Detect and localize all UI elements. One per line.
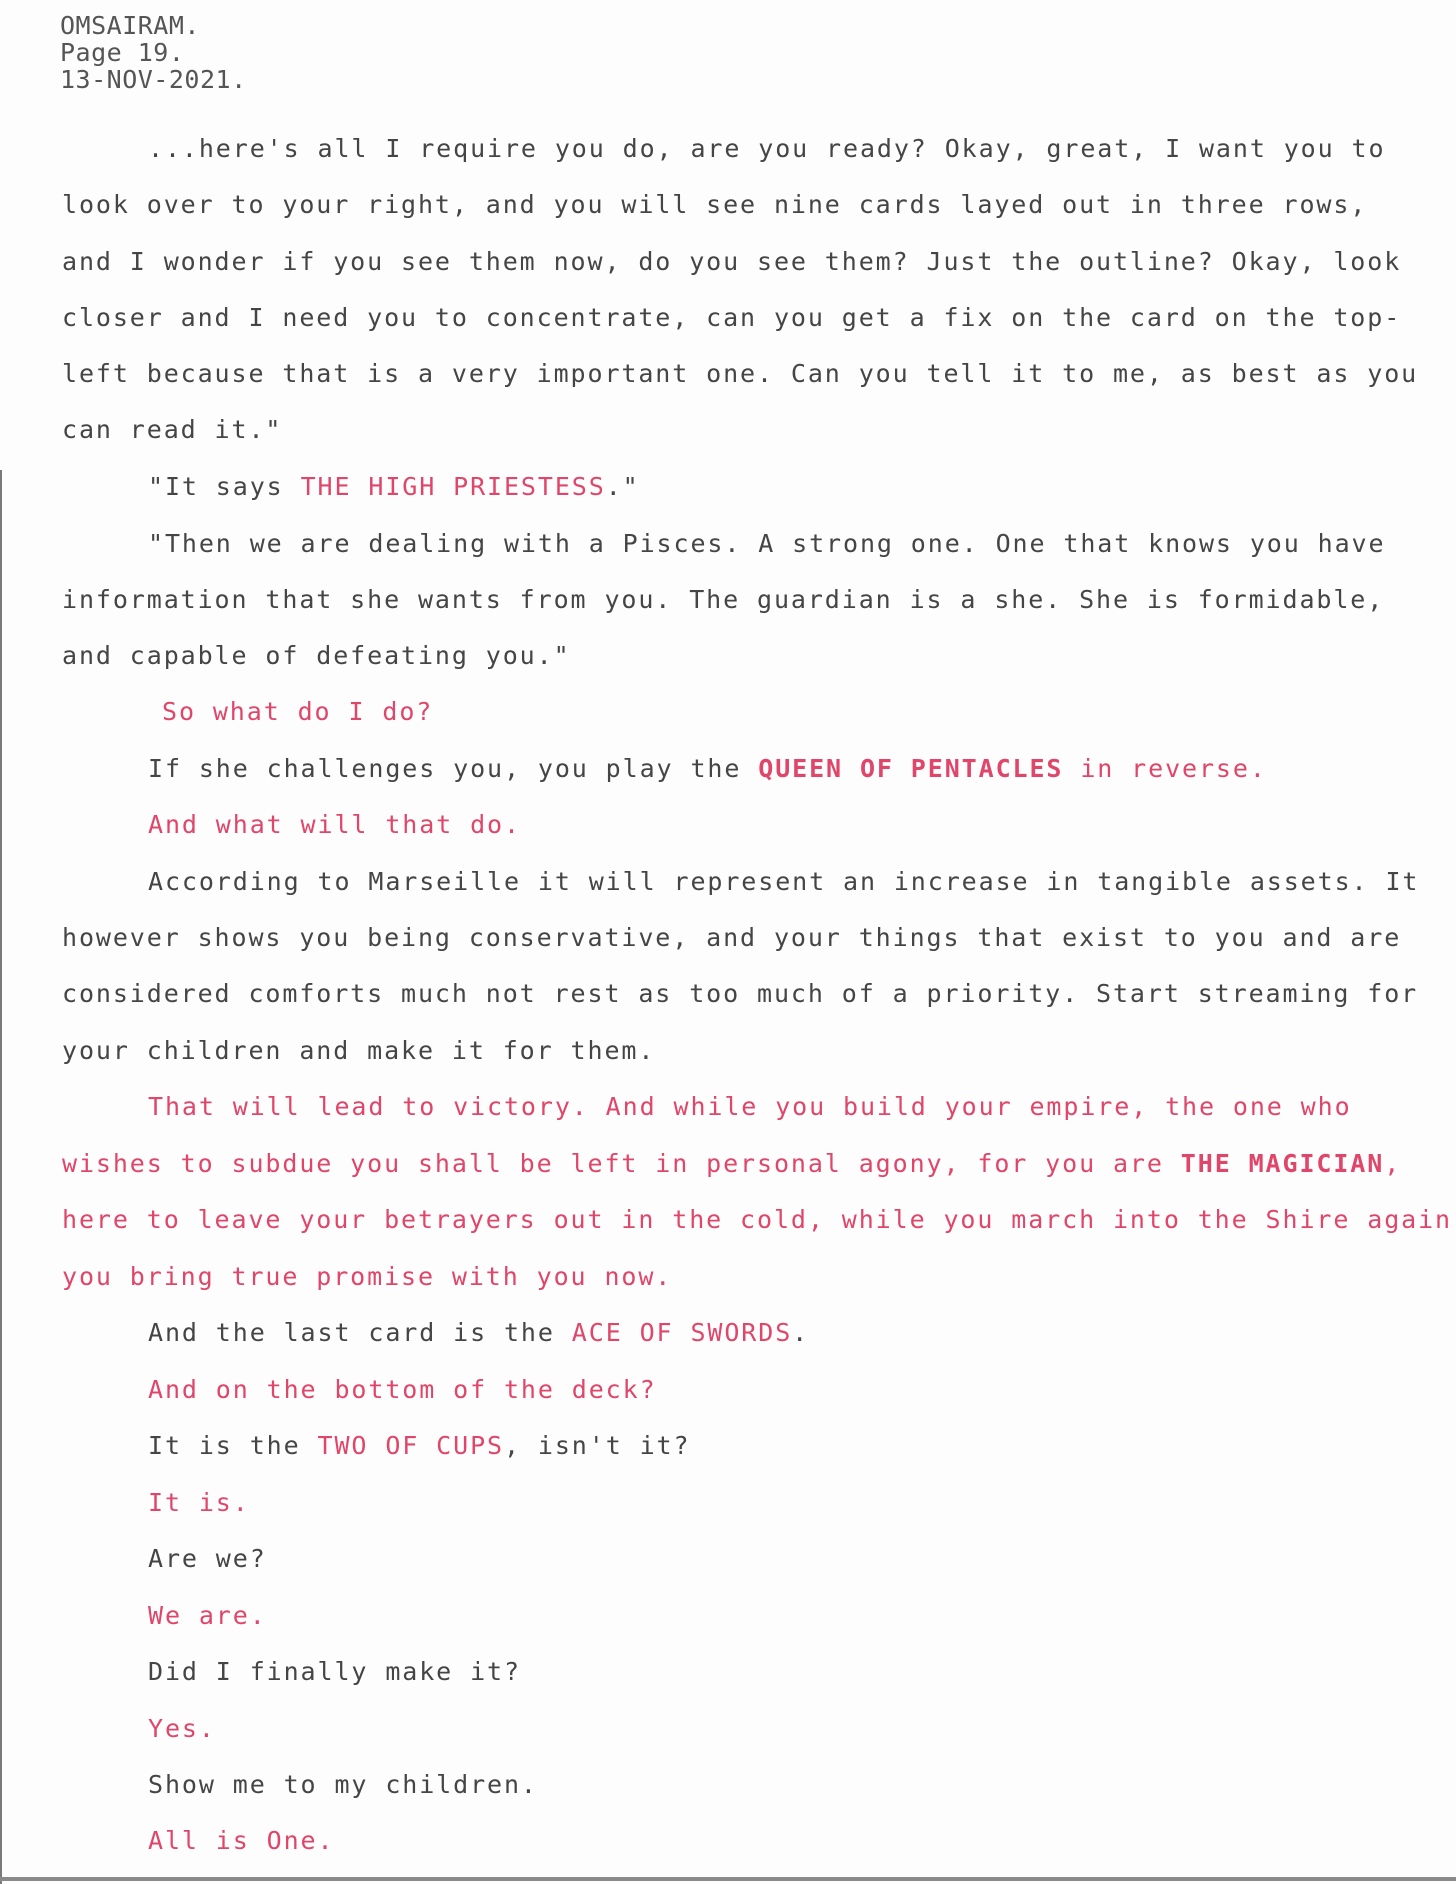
text-line	[148, 1488, 250, 1518]
text-line	[148, 1544, 267, 1574]
text-segment: your children and make it for them.	[62, 1036, 656, 1065]
text-line	[148, 1318, 809, 1348]
text-segment: closer and I need you to concentrate, can you get a fix on the card on the top-	[62, 303, 1402, 332]
text-segment: Did I finally make it?	[148, 1657, 521, 1686]
highlighted-text-segment: here to leave your betrayers out in the cold, while you march into the Shire again	[62, 1205, 1453, 1234]
text-segment: and capable of defeating you."	[62, 641, 571, 670]
highlighted-text-segment: you bring true promise with you now.	[62, 1262, 673, 1291]
text-line	[62, 415, 282, 445]
text-line	[62, 359, 1418, 389]
text-segment: Show me to my children.	[148, 1770, 538, 1799]
highlighted-text-segment: That will lead to victory. And while you build your empire, the one who	[148, 1092, 1352, 1121]
page-header	[60, 12, 247, 93]
text-line	[148, 472, 640, 502]
highlighted-text-segment: QUEEN OF PENTACLES	[758, 754, 1064, 783]
text-line	[148, 1601, 267, 1631]
highlighted-text-segment: And what will that do.	[148, 810, 521, 839]
text-segment: left because that is a very important one. Can you tell it to me, as best as you	[62, 359, 1419, 388]
text-segment: and I wonder if you see them now, do you see them? Just the outline? Okay, look	[62, 247, 1402, 276]
text-line	[62, 1036, 655, 1066]
text-line	[148, 1431, 690, 1461]
highlighted-text-segment: So what do I do?	[162, 697, 434, 726]
text-line	[148, 867, 1419, 897]
text-segment: considered comforts much not rest as too much of a priority. Start streaming for	[62, 979, 1419, 1008]
text-line	[148, 810, 521, 840]
text-line	[62, 585, 1384, 615]
text-segment: "It says	[148, 472, 301, 501]
text-segment: According to Marseille it will represent an increase in tangible assets. It	[148, 867, 1420, 896]
highlighted-text-segment: in reverse.	[1063, 754, 1267, 783]
highlighted-text-segment: THE HIGH PRIESTESS	[300, 472, 606, 501]
text-segment: ."	[605, 472, 640, 501]
text-line	[148, 1770, 538, 1800]
text-segment: It is the	[148, 1431, 318, 1460]
text-segment: And the last card is the	[148, 1318, 572, 1347]
text-line	[62, 303, 1401, 333]
text-line	[62, 923, 1401, 953]
text-segment: information that she wants from you. The guardian is a she. She is formidable,	[62, 585, 1385, 614]
highlighted-text-segment: wishes to subdue you shall be left in personal agony, for you are	[62, 1149, 1181, 1178]
text-line	[148, 529, 1385, 559]
text-line	[148, 1092, 1352, 1122]
header-page-number: Page 19.	[60, 38, 185, 67]
text-segment: .	[792, 1318, 810, 1347]
text-line	[62, 979, 1418, 1009]
highlighted-text-segment: And on the bottom of the deck?	[148, 1375, 657, 1404]
header-date: 13-NOV-2021.	[60, 65, 247, 94]
text-line	[148, 1714, 216, 1744]
highlighted-text-segment: Yes.	[148, 1714, 216, 1743]
text-segment: Are we?	[148, 1544, 267, 1573]
text-line	[148, 134, 1385, 164]
highlighted-text-segment: We are.	[148, 1601, 267, 1630]
text-line	[162, 697, 433, 727]
text-line	[62, 641, 571, 671]
text-line	[62, 1205, 1452, 1235]
text-line	[148, 1826, 334, 1856]
text-line	[62, 1149, 1401, 1179]
paper-bottom-edge	[0, 1877, 1456, 1881]
text-line	[148, 1375, 657, 1405]
text-line	[148, 1657, 521, 1687]
text-line	[62, 247, 1401, 277]
highlighted-text-segment: ,	[1384, 1149, 1402, 1178]
text-segment: "Then we are dealing with a Pisces. A strong one. One that knows you have	[148, 529, 1386, 558]
text-segment: can read it."	[62, 415, 283, 444]
highlighted-text-segment: TWO OF CUPS	[317, 1431, 504, 1460]
highlighted-text-segment: THE MAGICIAN	[1180, 1149, 1385, 1178]
text-segment: look over to your right, and you will see nine cards layed out in three rows,	[62, 190, 1368, 219]
text-line	[62, 1262, 672, 1292]
text-line	[148, 754, 1267, 784]
header-title: OMSAIRAM.	[60, 11, 200, 40]
text-segment: however shows you being conservative, and your things that exist to you and are	[62, 923, 1402, 952]
highlighted-text-segment: It is.	[148, 1488, 250, 1517]
text-segment: If she challenges you, you play the	[148, 754, 759, 783]
paper-left-edge	[0, 470, 2, 1884]
highlighted-text-segment: All is One.	[148, 1826, 335, 1855]
text-segment: ...here's all I require you do, are you ready? Okay, great, I want you to	[148, 134, 1386, 163]
highlighted-text-segment: ACE OF SWORDS	[571, 1318, 793, 1347]
text-line	[62, 190, 1367, 220]
text-segment: , isn't it?	[503, 1431, 691, 1460]
